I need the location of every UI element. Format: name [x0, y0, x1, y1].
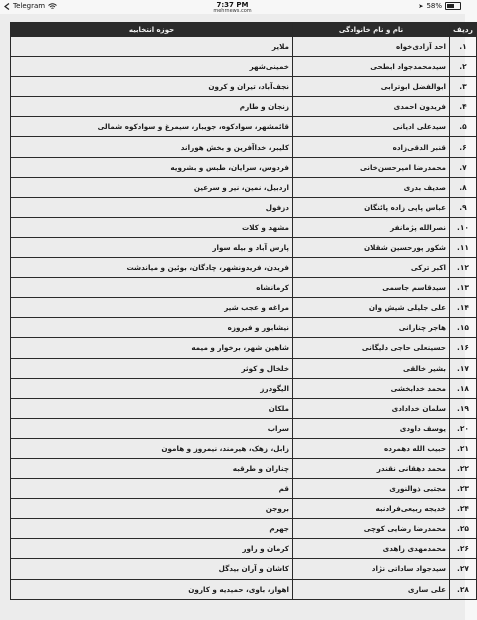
table-row [11, 278, 477, 298]
row-district-cell: خلخال و کوثر [11, 358, 293, 378]
row-district-cell: دزفول [11, 197, 293, 217]
status-url[interactable]: mehrnews.com [213, 8, 252, 14]
document-photo [0, 14, 473, 620]
table-row [11, 579, 477, 599]
row-number-cell: ۲۵. [450, 519, 477, 539]
row-name-cell: خدیجه ربیعی‌فرادنبه [293, 499, 450, 519]
table-row [11, 318, 477, 338]
row-name-cell: سیدجواد ساداتی نژاد [293, 559, 450, 579]
table-row [11, 338, 477, 358]
row-district-cell: زنجان و طارم [11, 97, 293, 117]
row-name-cell: حبیب الله دهمرده [293, 438, 450, 458]
row-number-cell: ۴. [450, 97, 477, 117]
table-row [11, 378, 477, 398]
row-number-cell: ۱۸. [450, 378, 477, 398]
table-row [11, 177, 477, 197]
row-number-cell: ۵. [450, 117, 477, 137]
row-district-cell: ملایر [11, 37, 293, 57]
status-right [418, 2, 461, 10]
row-district-cell: فردوس، سرایان، طبس و بشرویه [11, 157, 293, 177]
row-district-cell: قائمشهر، سوادکوه، جویبار، سیمرغ و سوادکوه شمالی [11, 117, 293, 137]
row-number-cell: ۲۱. [450, 438, 477, 458]
row-name-cell: محمدمهدی زاهدی [293, 539, 450, 559]
row-district-cell: چناران و طرقبه [11, 458, 293, 478]
row-number-cell: ۱۱. [450, 237, 477, 257]
table-row [11, 237, 477, 257]
row-number-cell: ۲۶. [450, 539, 477, 559]
header-row-number: ردیف [450, 23, 477, 37]
table-row [11, 358, 477, 378]
row-number-cell: ۲۸. [450, 579, 477, 599]
row-name-cell: علی جلیلی شیش وان [293, 298, 450, 318]
row-number-cell: ۱۶. [450, 338, 477, 358]
row-district-cell: فریدن، فریدونشهر، چادگان، بوئین و میاندشت [11, 258, 293, 278]
row-district-cell: کرمان و راور [11, 539, 293, 559]
row-name-cell: یوسف داودی [293, 418, 450, 438]
battery-fill [447, 4, 454, 8]
battery-icon [445, 2, 461, 10]
row-name-cell: محمد خدابخشی [293, 378, 450, 398]
table-row [11, 458, 477, 478]
row-number-cell: ۱۷. [450, 358, 477, 378]
status-bar [0, 0, 465, 14]
row-name-cell: محمد دهقانی نقندر [293, 458, 450, 478]
row-name-cell: شکور پورحسین شقلان [293, 237, 450, 257]
row-name-cell: علی ساری [293, 579, 450, 599]
table-row [11, 197, 477, 217]
row-district-cell: سراب [11, 418, 293, 438]
row-name-cell: سلمان خدادادی [293, 398, 450, 418]
row-number-cell: ۲. [450, 57, 477, 77]
header-full-name: نام و نام خانوادگی [293, 23, 450, 37]
row-number-cell: ۲۷. [450, 559, 477, 579]
header-district: حوزه انتخابیه [11, 23, 293, 37]
row-district-cell: جهرم [11, 519, 293, 539]
row-name-cell: اکبر ترکی [293, 258, 450, 278]
table-row [11, 499, 477, 519]
table-header-row [11, 23, 477, 37]
row-name-cell: سیدعلی ادیانی [293, 117, 450, 137]
table-row [11, 479, 477, 499]
row-number-cell: ۸. [450, 177, 477, 197]
table-row [11, 157, 477, 177]
table-row [11, 37, 477, 57]
back-app-label[interactable]: Telegram [13, 2, 46, 10]
row-district-cell: نیشابور و فیروزه [11, 318, 293, 338]
row-number-cell: ۲۳. [450, 479, 477, 499]
row-name-cell: صدیف بدری [293, 177, 450, 197]
table-row [11, 77, 477, 97]
row-district-cell: اردبیل، نمین، نیر و سرعین [11, 177, 293, 197]
row-district-cell: مشهد و کلات [11, 217, 293, 237]
row-district-cell: کلیبر، خداآفرین و بخش هوراند [11, 137, 293, 157]
row-district-cell: شاهین شهر، برخوار و میمه [11, 338, 293, 358]
row-district-cell: زابل، زهک، هیرمند، نیمروز و هامون [11, 438, 293, 458]
table-row [11, 97, 477, 117]
row-district-cell: مراغه و عجب شیر [11, 298, 293, 318]
row-number-cell: ۱۰. [450, 217, 477, 237]
row-name-cell: سیدمحمدجواد ابطحی [293, 57, 450, 77]
table-row [11, 519, 477, 539]
location-icon: ➤ [418, 2, 424, 10]
row-name-cell: هاجر چنارانی [293, 318, 450, 338]
row-name-cell: عباس پاپی زاده پائنگان [293, 197, 450, 217]
row-number-cell: ۲۲. [450, 458, 477, 478]
table-row [11, 217, 477, 237]
row-number-cell: ۷. [450, 157, 477, 177]
row-number-cell: ۱۳. [450, 278, 477, 298]
table-row [11, 298, 477, 318]
row-number-cell: ۱۹. [450, 398, 477, 418]
row-district-cell: خمینی‌شهر [11, 57, 293, 77]
row-district-cell: نجف‌آباد، تیران و کرون [11, 77, 293, 97]
row-district-cell: بروجن [11, 499, 293, 519]
row-district-cell: پارس آباد و بیله سوار [11, 237, 293, 257]
row-name-cell: قنبر الدقی‌زاده [293, 137, 450, 157]
row-number-cell: ۲۴. [450, 499, 477, 519]
row-name-cell: احد آزادی‌خواه [293, 37, 450, 57]
candidates-table [10, 22, 477, 600]
table-body [11, 37, 477, 600]
row-district-cell: کاشان و آران بیدگل [11, 559, 293, 579]
row-name-cell: ابوالفضل ابوترابی [293, 77, 450, 97]
table-row [11, 559, 477, 579]
row-district-cell: الیگودرز [11, 378, 293, 398]
row-district-cell: کرمانشاه [11, 278, 293, 298]
row-number-cell: ۱۵. [450, 318, 477, 338]
table-row [11, 398, 477, 418]
battery-percent: 58% [426, 2, 442, 10]
table-row [11, 438, 477, 458]
row-name-cell: بشیر خالقی [293, 358, 450, 378]
row-number-cell: ۶. [450, 137, 477, 157]
row-number-cell: ۳. [450, 77, 477, 97]
row-name-cell: حسینعلی حاجی دلیگانی [293, 338, 450, 358]
status-time: 7:37 PM [216, 1, 249, 9]
row-district-cell: قم [11, 479, 293, 499]
row-name-cell: محمدرضا امیرحسن‌خانی [293, 157, 450, 177]
row-number-cell: ۱. [450, 37, 477, 57]
row-number-cell: ۹. [450, 197, 477, 217]
table-row [11, 539, 477, 559]
row-number-cell: ۱۴. [450, 298, 477, 318]
row-district-cell: اهواز، باوی، حمیدیه و کارون [11, 579, 293, 599]
table-row [11, 418, 477, 438]
table-row [11, 117, 477, 137]
row-number-cell: ۱۲. [450, 258, 477, 278]
row-district-cell: ملکان [11, 398, 293, 418]
table-row [11, 137, 477, 157]
row-name-cell: سیدقاسم جاسمی [293, 278, 450, 298]
table-row [11, 57, 477, 77]
row-name-cell: مجتبی ذوالنوری [293, 479, 450, 499]
row-name-cell: نصرالله پژمانفر [293, 217, 450, 237]
row-number-cell: ۲۰. [450, 418, 477, 438]
row-name-cell: محمدرضا رضایی کوچی [293, 519, 450, 539]
row-name-cell: فریدون احمدی [293, 97, 450, 117]
table-row [11, 258, 477, 278]
